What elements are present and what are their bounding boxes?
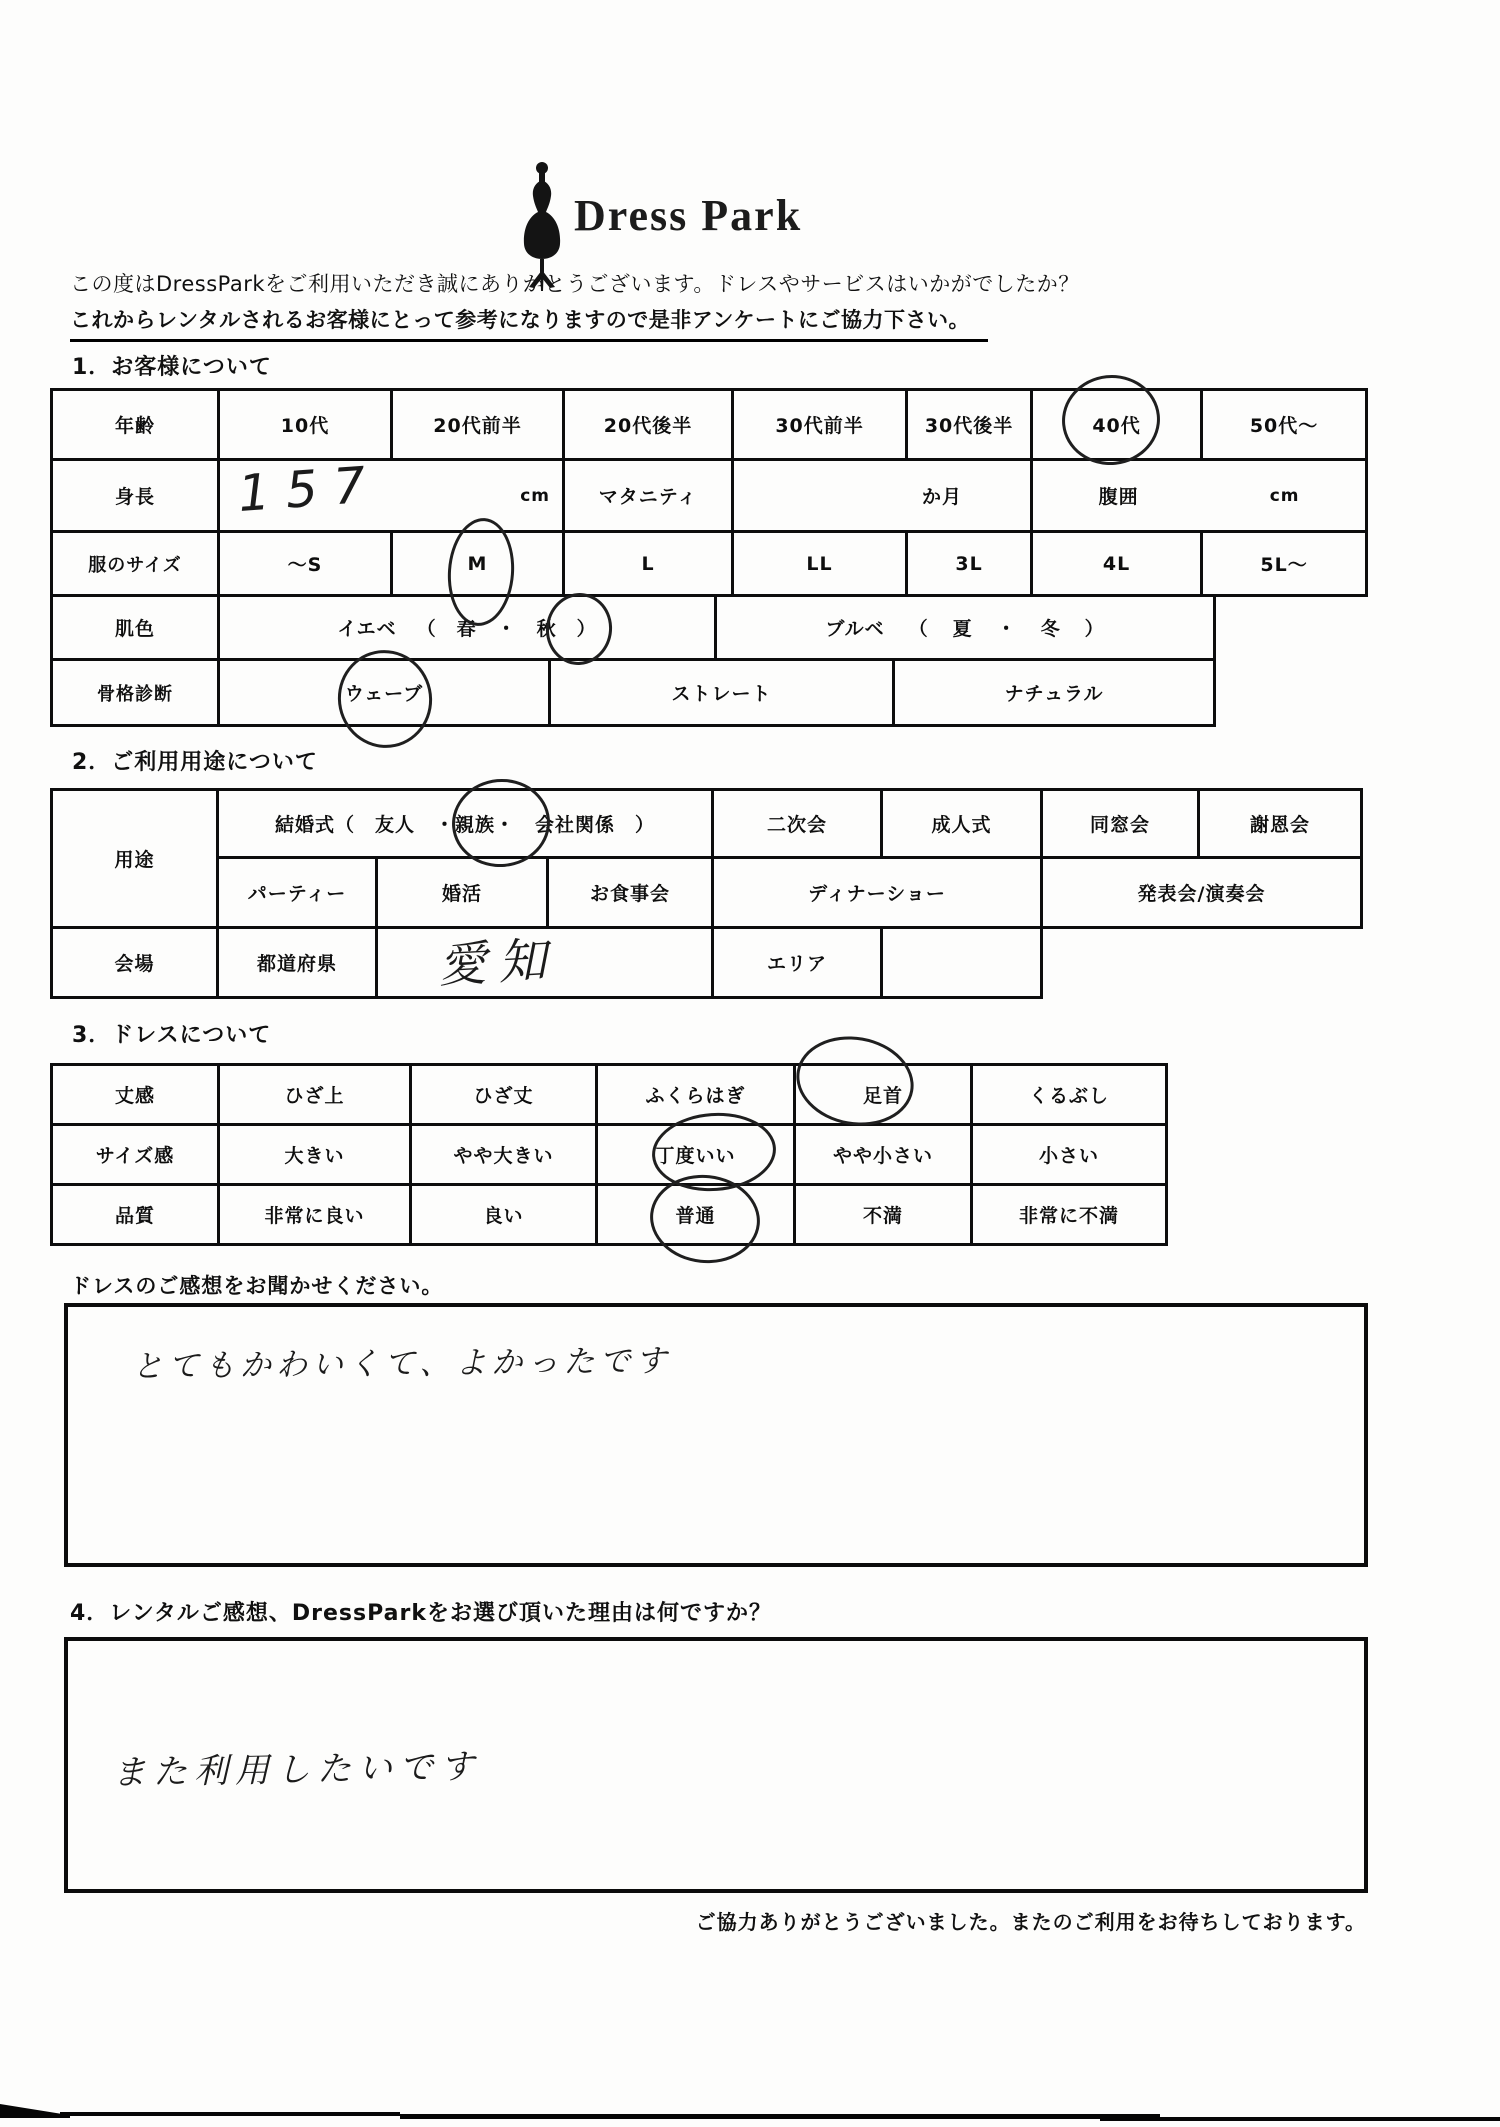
- length-row: [52, 1065, 1167, 1125]
- fit-row: [52, 1125, 1167, 1185]
- length-option-anklebone: くるぶし: [972, 1065, 1167, 1125]
- brand-name: Dress Park: [574, 190, 803, 240]
- waist-label: 腹囲: [1098, 486, 1139, 508]
- fit-option-slightly-big: やや大きい: [411, 1125, 597, 1185]
- paren-close: ）: [1084, 618, 1105, 640]
- section4-title: 4．レンタルご感想、DressParkをお選び頂いた理由は何ですか？: [70, 1601, 772, 1626]
- closing-thanks: ご協力ありがとうございました。またのご利用をお待ちしております。: [695, 1910, 1366, 1934]
- skin-yellow-cell: [219, 596, 716, 660]
- handwritten-rental-comment: また利用したいです: [111, 1746, 482, 1794]
- age-option-late20s: 20代後半: [564, 390, 733, 460]
- scan-artifact-line: [60, 2112, 400, 2116]
- skin-label: 肌色: [52, 596, 219, 660]
- fit-option-slightly-small: やや小さい: [795, 1125, 972, 1185]
- size-option-5l: 5L～: [1202, 532, 1367, 596]
- summer-option: 夏: [952, 618, 973, 640]
- usage-option-thanks-party: 謝恩会: [1199, 790, 1362, 858]
- age-label: 年齢: [52, 390, 219, 460]
- usage-table: [50, 788, 1363, 999]
- usage-row-b: [52, 858, 1362, 928]
- dot-separator: ・: [496, 618, 517, 640]
- quality-row: [52, 1185, 1167, 1245]
- autumn-option: 秋: [536, 618, 557, 640]
- size-option-s: ～S: [219, 532, 392, 596]
- scan-artifact-line: [1100, 2117, 1500, 2121]
- spring-option: 春: [456, 618, 477, 640]
- months-cell: [733, 460, 1032, 532]
- venue-row: [52, 928, 1362, 998]
- length-option-calf: ふくらはぎ: [597, 1065, 795, 1125]
- age-option-late30s: 30代後半: [907, 390, 1032, 460]
- size-option-l: L: [564, 532, 733, 596]
- intro-line2: これからレンタルされるお客様にとって参考になりますので是非アンケートにご協力下さい。: [70, 304, 988, 342]
- skeleton-option-straight: ストレート: [550, 660, 894, 726]
- area-value-cell: [882, 928, 1042, 998]
- winter-option: 冬: [1040, 618, 1061, 640]
- paren-open: （: [908, 618, 929, 640]
- height-unit: cm: [520, 485, 551, 506]
- blue-base-label: ブルベ: [825, 618, 885, 640]
- usage-option-konkatsu: 婚活: [377, 858, 548, 928]
- dress-rating-table: [50, 1063, 1168, 1246]
- venue-label: 会場: [52, 928, 218, 998]
- handwritten-dress-comment: とてもかわいくて、よかったです: [131, 1343, 672, 1385]
- age-option-early30s: 30代前半: [733, 390, 907, 460]
- wedding-suffix: ・ 会社関係 ）: [495, 814, 656, 836]
- maternity-cell: マタニティ: [564, 460, 733, 532]
- fit-option-small: 小さい: [972, 1125, 1167, 1185]
- dress-comment-label: ドレスのご感想をお聞かせください。: [70, 1274, 444, 1298]
- fit-label: サイズ感: [52, 1125, 219, 1185]
- wedding-cell: [218, 790, 713, 858]
- size-label: 服のサイズ: [52, 532, 219, 596]
- fit-option-just-right: 丁度いい: [597, 1125, 795, 1185]
- quality-option-very-unsatisfied: 非常に不満: [972, 1185, 1167, 1245]
- usage-option-dinnershow: ディナーショー: [713, 858, 1042, 928]
- usage-label: 用途: [52, 790, 218, 928]
- usage-row-a: [52, 790, 1362, 858]
- age-row: [52, 390, 1367, 460]
- waist-unit: cm: [1269, 485, 1300, 506]
- skeleton-option-natural: ナチュラル: [894, 660, 1215, 726]
- length-option-above-knee: ひざ上: [219, 1065, 411, 1125]
- dot-separator: ・: [996, 618, 1017, 640]
- paren-close: ）: [576, 618, 597, 640]
- age-option-10s: 10代: [219, 390, 392, 460]
- customer-info-table: [50, 388, 1368, 727]
- paren-open: （: [416, 618, 437, 640]
- intro-line1: この度はDressParkをご利用いただき誠にありがとうございます。ドレスやサービスはいかがでしたか？: [70, 272, 1080, 296]
- size-option-3l: 3L: [907, 532, 1032, 596]
- skeleton-option-wave: ウェーブ: [219, 660, 550, 726]
- size-option-4l: 4L: [1032, 532, 1202, 596]
- section2-title: 2．ご利用用途について: [72, 750, 318, 775]
- quality-label: 品質: [52, 1185, 219, 1245]
- age-option-early20s: 20代前半: [392, 390, 564, 460]
- length-option-knee: ひざ丈: [411, 1065, 597, 1125]
- age-option-40s: 40代: [1032, 390, 1202, 460]
- length-label: 丈感: [52, 1065, 219, 1125]
- quality-option-normal: 普通: [597, 1185, 795, 1245]
- usage-option-afterparty: 二次会: [713, 790, 882, 858]
- size-option-ll: LL: [733, 532, 907, 596]
- area-label: エリア: [713, 928, 882, 998]
- usage-option-reunion: 同窓会: [1042, 790, 1199, 858]
- scan-artifact-line: [400, 2114, 1160, 2119]
- usage-option-coming-of-age: 成人式: [882, 790, 1042, 858]
- quality-option-unsatisfied: 不満: [795, 1185, 972, 1245]
- skin-tone-row: [52, 596, 1367, 660]
- usage-option-dinner: お食事会: [548, 858, 713, 928]
- usage-option-recital: 発表会/演奏会: [1042, 858, 1362, 928]
- quality-option-good: 良い: [411, 1185, 597, 1245]
- age-option-50s: 50代～: [1202, 390, 1367, 460]
- fit-option-big: 大きい: [219, 1125, 411, 1185]
- wedding-prefix: 結婚式（ 友人 ・: [274, 814, 455, 836]
- wedding-relatives-option: 親族: [455, 814, 496, 836]
- waist-cell: [1032, 460, 1367, 532]
- handwritten-prefecture: 愛知: [436, 931, 560, 995]
- skeleton-label: 骨格診断: [52, 660, 219, 726]
- skeleton-row: [52, 660, 1367, 726]
- section3-title: 3．ドレスについて: [72, 1023, 272, 1048]
- section1-title: 1．お客様について: [72, 355, 272, 380]
- skin-blue-cell: [716, 596, 1215, 660]
- handwritten-height-value: 157: [236, 455, 384, 523]
- height-label: 身長: [52, 460, 219, 532]
- size-option-m: M: [392, 532, 564, 596]
- usage-option-party: パーティー: [218, 858, 377, 928]
- clothing-size-row: [52, 532, 1367, 596]
- months-label: か月: [922, 486, 963, 508]
- quality-option-very-good: 非常に良い: [219, 1185, 411, 1245]
- yellow-base-label: イエベ: [337, 618, 397, 640]
- length-option-ankle: 足首: [795, 1065, 972, 1125]
- prefecture-label: 都道府県: [218, 928, 377, 998]
